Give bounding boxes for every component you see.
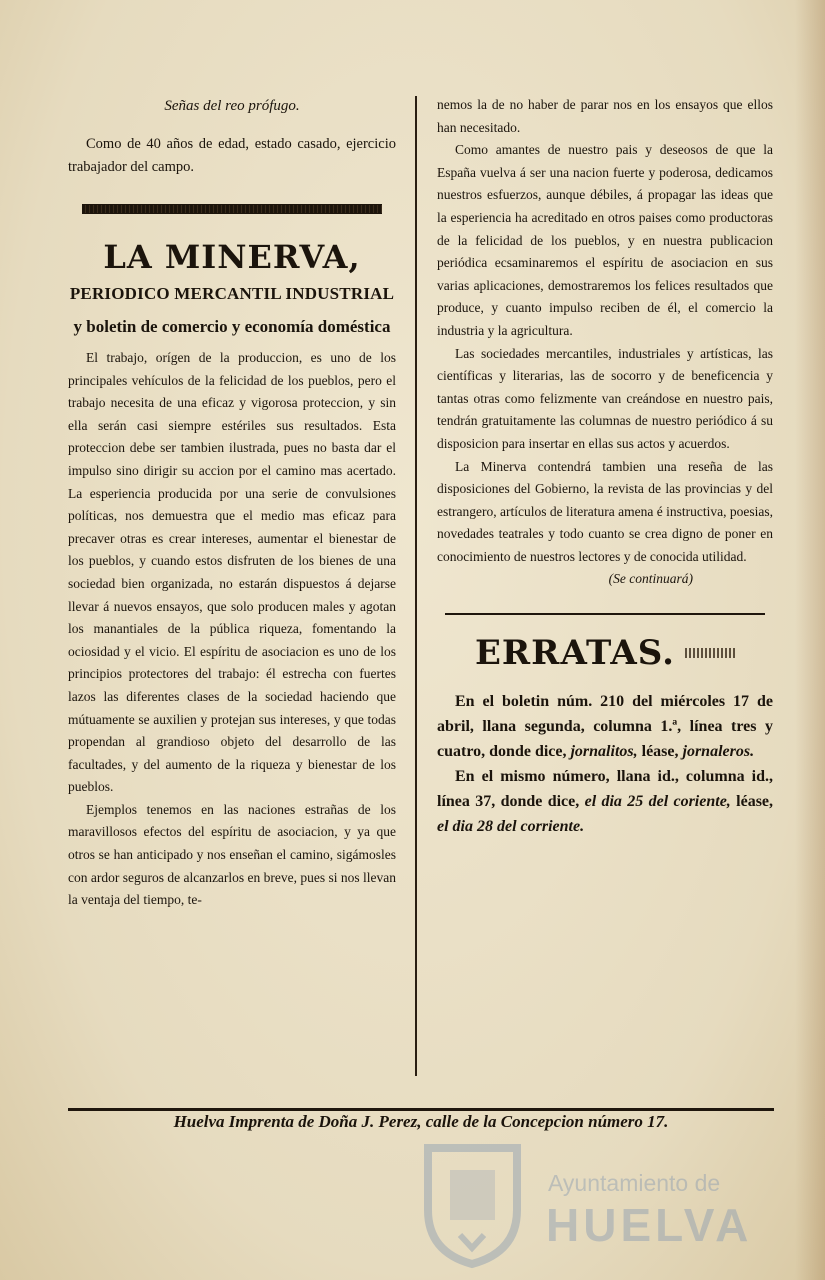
article-paragraph-1: El trabajo, orígen de la produccion, es uno de los principales vehículos de la felicidad de los pueblos, pero el trabajo necesita de una eficaz y vigorosa proteccion, y sin ella serán casi siempre estériles sus resultados. Esta proteccion debe ser tambien ilustrada, pues no basta dar el impulso sino dirigir su accion por el camino mas acertado. La esperiencia producida por una serie de convulsiones políticas, nos demuestra que el medio mas eficaz para precaver otras es crear intereses, aumentar el bienestar de los pueblos, y cuando estos disfruten de los bienes de una sociedad bien organizada, no estarán dispuestos á dejarse llevar á nuevos ensayos, que solo producen males y agotan los manantiales de la pública riqueza, fomentando la ociosidad y el vicio. El espíritu de asociacion es uno de los principios protectores del trabajo: él estrecha con fuertes lazos las diferentes clases de la sociedad haciendo que mútuamente se auxilien y protejan sus intereses, y que todas propendan al grandioso objeto del desarrollo de las facultades, y del aumento de la riqueza y bienestar de los pueblos. <box>68 350 396 795</box>
article-paragraph-2: Ejemplos tenemos en las naciones estrañas de los maravillosos efectos del espíritu de asociacion, y ya que otros se han anticipado y nos enseñan el camino, sigámosles con ardor seguros de alcanzarlos en breve, pues si nos llevan la ventaja del tiempo, te- <box>68 801 397 908</box>
footer-rule <box>68 1108 774 1111</box>
errata-divider-rule <box>445 613 765 615</box>
article-paragraph-4: Las sociedades mercantiles, industriales y artísticas, las científicas y literarias, las de socorro y de beneficencia y tantas otras como felizmente van creándose en nuestro pais, tendrán gratuitamente las columnas de nuestro periódico á su disposicion para insertar en ellas sus actos y acuerdos. <box>437 345 773 451</box>
masthead-subtitle: PERIODICO MERCANTIL INDUSTRIAL <box>69 284 395 303</box>
printer-imprint: Huelva Imprenta de Doña J. Perez, calle de la Concepcion número 17. <box>173 1112 669 1131</box>
ornament-icon <box>685 648 735 658</box>
article-paragraph-3: Como amantes de nuestro pais y deseosos de que la España vuelva á ser una nacion fuerte y poderosa, dedicamos nuestros esfuerzos, aunque débiles, á propagar las ideas que la esperiencia ha acreditado en otros paises como productoras de la felicidad de los pueblos, y en nuestra publicacion periódica ecsaminaremos el espíritu de asociacion en sus varias aplicaciones, demostraremos los felices resultados que produce, y cuanto impulso reciben de él, el comercio la industria y la agricultura. <box>437 142 773 338</box>
errata-section <box>437 689 773 839</box>
errata-title: ERRATAS. <box>475 633 675 674</box>
senas-heading: Señas del reo prófugo. <box>164 98 300 114</box>
errata-2-text: En el mismo número, llana id., columna id., línea 37, donde dice, <box>437 768 773 811</box>
errata-1-text: En el boletin núm. 210 del miércoles 17 de abril, llana segunda, columna 1.ª, línea tres y cuatro, donde dice, <box>437 693 773 761</box>
errata-header <box>437 633 773 673</box>
page-edge-stain <box>795 0 825 1280</box>
left-column <box>68 90 396 912</box>
errata-2-read: léase, <box>736 793 774 811</box>
watermark-line-2: HUELVA <box>546 1199 753 1251</box>
errata-1-read: léase, <box>641 743 679 761</box>
masthead-title: LA MINERVA, <box>103 238 361 276</box>
article-paragraph-continued: nemos la de no haber de parar nos en los ensayos que ellos han necesitado. <box>437 97 773 135</box>
continue-note: (Se continuará) <box>608 571 693 587</box>
column-divider <box>415 96 417 1076</box>
article-paragraph-5: La Minerva contendrá tambien una reseña de las disposiciones del Gobierno, la revista de las provincias y del estrangero, artículos de literatura amena é instructiva, poesias, novedades teatrales y todo cuanto se crea digno de poner en conocimiento de nuestros lectores y de conocida utilidad. <box>437 458 773 564</box>
errata-2-right: el dia 28 del corriente. <box>437 818 585 836</box>
watermark <box>420 1140 753 1270</box>
shield-icon <box>420 1140 525 1270</box>
senas-text: Como de 40 años de edad, estado casado, ejercicio trabajador del campo. <box>68 136 396 175</box>
heavy-divider-rule <box>82 204 382 214</box>
errata-entry-1 <box>437 689 773 764</box>
errata-1-wrong: jornalitos, <box>570 743 638 761</box>
watermark-line-1: Ayuntamiento de <box>548 1170 721 1196</box>
right-column <box>437 90 773 839</box>
errata-2-wrong: el dia 25 del coriente, <box>584 793 731 811</box>
masthead-subtitle-2: y boletin de comercio y economía doméstica <box>73 317 391 336</box>
errata-1-right: jornaleros. <box>682 743 755 761</box>
errata-entry-2 <box>437 764 773 839</box>
